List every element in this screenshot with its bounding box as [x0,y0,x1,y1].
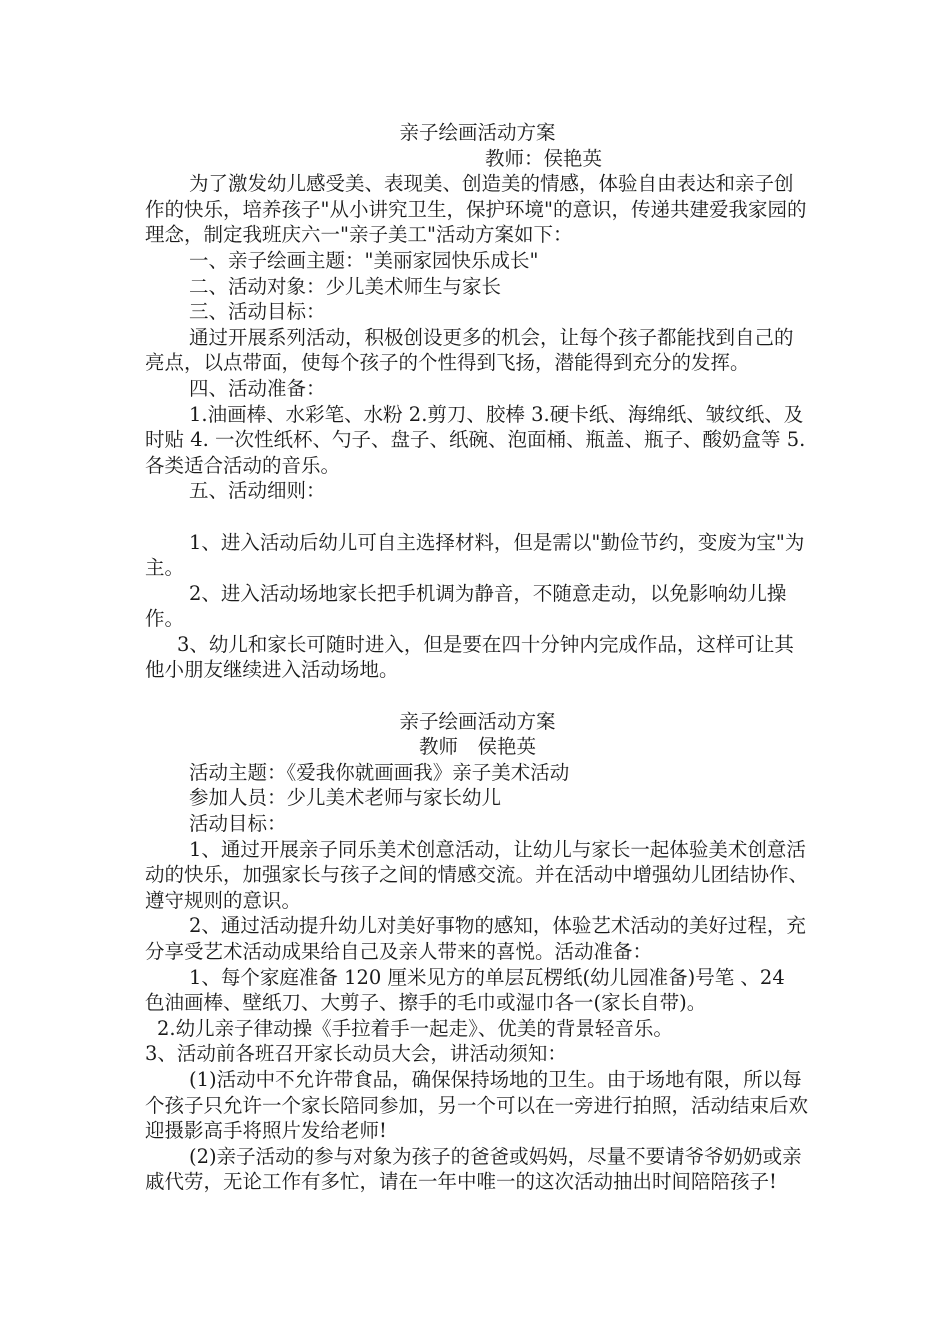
doc1-rule-2: 2、进入活动场地家长把手机调为静音，不随意走动，以免影响幼儿操作。 [145,581,787,631]
doc1-author: 教师：侯艳英 [485,146,603,170]
doc2-prep-2: 2.幼儿亲子律动操《手拉着手一起走》、优美的背景轻音乐。 [157,1016,673,1040]
doc2-prep-3: 3、活动前各班召开家长动员大会，讲活动须知： [145,1042,567,1066]
doc2-note-2: (2)亲子活动的参与对象为孩子的爸爸或妈妈，尽量不要请爷爷奶奶或亲戚代劳，无论工作有多忙，请在一年中唯一的这次活动抽出时间陪陪孩子! [145,1144,802,1194]
section-gap [145,683,810,709]
document-page [145,120,810,1195]
doc2-prep-1: 1、每个家庭准备 120 厘米见方的单层瓦楞纸(幼儿园准备)号笔 、24 色油画棒、壁纸刀、大剪子、擦手的毛巾或湿巾各一(家长自带)。 [145,965,785,1015]
doc1-section-1: 一、亲子绘画主题："美丽家园快乐成长" [189,248,539,272]
doc1-section-5: 五、活动细则： [189,479,326,503]
doc1-title: 亲子绘画活动方案 [399,121,556,144]
doc2-author: 教师 侯艳英 [418,735,536,759]
doc2-theme: 活动主题：《爱我你就画画我》亲子美术活动 [189,760,570,784]
doc1-intro: 为了激发幼儿感受美、表现美、创造美的情感，体验自由表达和亲子创作的快乐，培养孩子"从小讲究卫生，保护环境"的意识，传递共建爱我家园的理念，制定我班庆六一"亲子美工"活动方案如下： [145,172,807,247]
doc1-section-3: 三、活动目标： [189,300,326,324]
doc2-participants: 参加人员：少儿美术老师与家长幼儿 [189,786,502,810]
doc1-section-4-text: 1.油画棒、水彩笔、水粉 2.剪刀、胶棒 3.硬卡纸、海绵纸、皱纹纸、及时贴 4. 一次性纸杯、勺子、盘子、纸碗、泡面桶、瓶盖、瓶子、酸奶盒等 5.各类适合活动的音乐。 [145,402,806,477]
doc1-section-4: 四、活动准备： [189,376,326,400]
doc1-section-2: 二、活动对象：少儿美术师生与家长 [189,274,502,298]
doc2-title: 亲子绘画活动方案 [399,709,556,733]
doc1-rule-3: 3、幼儿和家长可随时进入，但是要在四十分钟内完成作品，这样可让其他小朋友继续进入活动场地。 [145,632,794,682]
doc1-section-3-text: 通过开展系列活动，积极创设更多的机会，让每个孩子都能找到自己的亮点，以点带面，使每个孩子的个性得到飞扬，潜能得到充分的发挥。 [145,325,794,375]
doc1-rule-1: 1、进入活动后幼儿可自主选择材料，但是需以"勤俭节约，变废为宝"为主。 [145,530,805,580]
doc2-goal-2: 2、通过活动提升幼儿对美好事物的感知，体验艺术活动的美好过程，充分享受艺术活动成果给自己及亲人带来的喜悦。活动准备： [145,914,806,963]
doc2-goal-1: 1、通过开展亲子同乐美术创意活动，让幼儿与家长一起体验美术创意活动的快乐，加强家长与孩子之间的情感交流。并在活动中增强幼儿团结协作、遵守规则的意识。 [145,837,809,912]
doc2-goals-label: 活动目标： [189,812,287,836]
doc2-note-1: (1)活动中不允许带食品，确保保持场地的卫生。由于场地有限，所以每个孩子只允许一个家长陪同参加，另一个可以在一旁进行拍照，活动结束后欢迎摄影高手将照片发给老师! [145,1067,809,1143]
blank-line [145,504,810,530]
